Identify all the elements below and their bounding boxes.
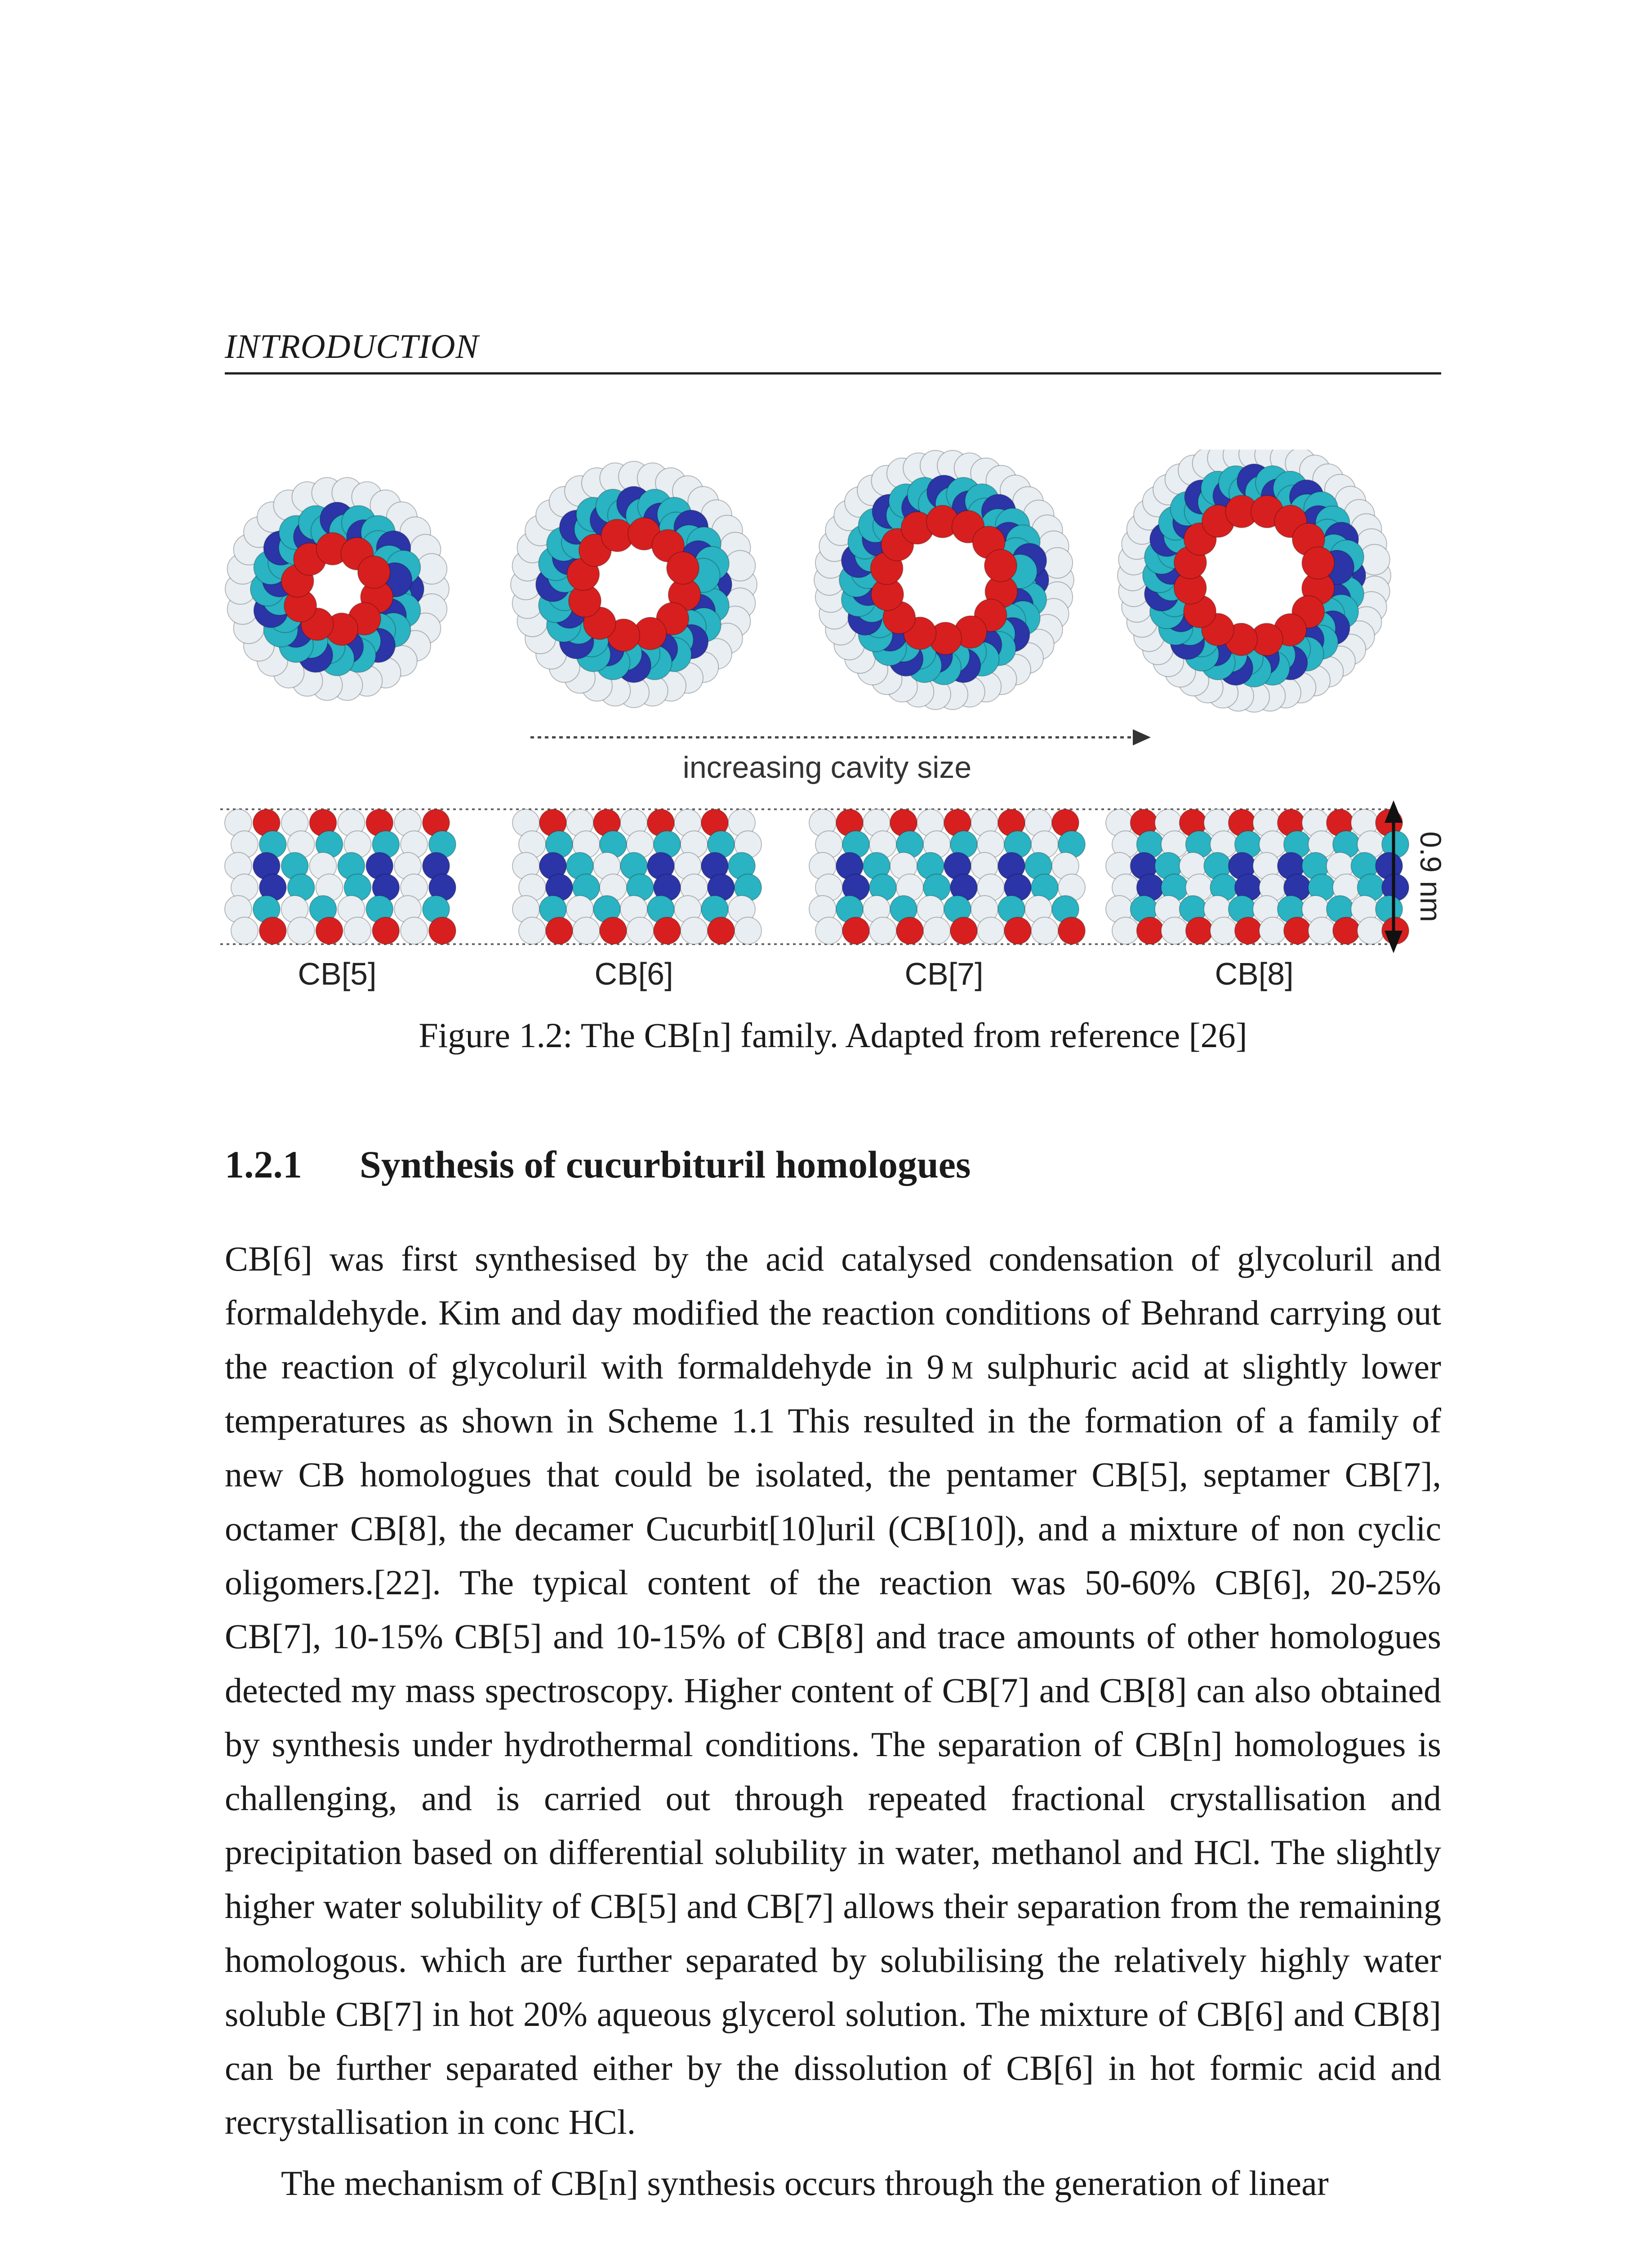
section-number: 1.2.1: [225, 1143, 302, 1186]
side-atom: [316, 917, 343, 944]
ring-model-cb5: [225, 477, 449, 700]
side-atom: [681, 917, 708, 944]
side-atom: [1004, 917, 1031, 944]
side-atom: [1333, 917, 1360, 944]
ring-model-cb7: [814, 450, 1074, 710]
side-atom: [735, 917, 761, 944]
side-atom: [1137, 917, 1164, 944]
side-atom: [1031, 917, 1058, 944]
side-atom: [842, 917, 869, 944]
side-atom: [259, 917, 286, 944]
side-atom: [519, 917, 546, 944]
scale-label: 0.9 nm: [1414, 831, 1447, 922]
molar-unit: m: [951, 1347, 973, 1386]
side-atom: [1284, 917, 1311, 944]
side-atom: [1112, 917, 1139, 944]
oxygen-atom: [984, 549, 1017, 582]
side-model-cb7: [809, 809, 1085, 944]
label-cb5: CB[5]: [298, 956, 377, 991]
side-atom: [573, 917, 600, 944]
side-model-cb5: [225, 809, 456, 944]
side-atom: [1259, 917, 1286, 944]
section-title: Synthesis of cucurbituril homologues: [360, 1143, 971, 1186]
side-model-cb8: [1106, 809, 1409, 944]
side-atom: [600, 917, 627, 944]
oxygen-atom: [1302, 547, 1334, 579]
side-atom: [288, 917, 315, 944]
side-atom: [815, 917, 842, 944]
label-cb7: CB[7]: [904, 956, 984, 991]
side-atom: [869, 917, 896, 944]
side-atom: [401, 917, 427, 944]
side-atom: [1161, 917, 1188, 944]
oxygen-atom: [667, 552, 699, 584]
side-atom: [231, 917, 258, 944]
side-atom: [977, 917, 1004, 944]
side-atom: [708, 917, 735, 944]
paragraph: The mechanism of CB[n] synthesis occurs through the generation of linear: [281, 2163, 1329, 2203]
side-atom: [950, 917, 977, 944]
side-atom: [1357, 917, 1384, 944]
side-atom: [429, 917, 456, 944]
label-cb6: CB[6]: [594, 956, 673, 991]
side-model-cb6: [512, 809, 761, 944]
ring-model-cb6: [511, 461, 757, 708]
oxygen-atom: [358, 556, 390, 589]
paragraph-text: sulphuric acid at slightly lower temperatures as shown in Scheme 1.1 This resulted in the formation of a family of new CB homologues that could be isolated, the pentamer CB[5], septamer CB[7], octamer CB[8], the decamer Cucurbit[10]uril (CB[10]), and a mixture of non cyclic oligomers.[22]. The typical content of the reaction was 50-60% CB[6], 20-25% CB[7], 10-15% CB[5] and 10-15% of CB[8] and trace amounts of other homologues detected my mass spectroscopy. Higher content of CB[7] and CB[8] can also obtained by synthesis under hydrothermal conditions. The separation of CB[n] homologues is challenging, and is carried out through repeated fractional crystallisation and precipitation based on differential solubility in water, methanol and HCl. The slightly higher water solubility of CB[5] and CB[7] allows their separation from the remaining homologous. which are further separated by solubilising the relatively highly water soluble CB[7] in hot 20% aqueous glycerol solution. The mixture of CB[6] and CB[8] can be further separated either by the dissolution of CB[6] in hot formic acid and recrystallisation in conc HCl.: [225, 1347, 1441, 2141]
side-atom: [654, 917, 681, 944]
header-rule: [225, 372, 1441, 375]
figure-caption: Figure 1.2: The CB[n] family. Adapted from reference [26]: [419, 1016, 1247, 1055]
side-atom: [1308, 917, 1335, 944]
side-atom: [1235, 917, 1262, 944]
paragraph-text: CB[6] was first synthesised by the acid catalysed condensation of glycoluril and formaldehyde. Kim and day modified the reaction conditions of Behrand carrying out the reaction of glycoluril with formaldehyde in 9: [225, 1239, 1441, 1386]
side-atom: [1186, 917, 1213, 944]
section-heading: [225, 1142, 1441, 1187]
paragraph: [225, 1232, 1441, 2149]
body-text: [225, 1232, 1441, 2210]
running-header: INTRODUCTION: [225, 328, 479, 366]
figure-graphic: [216, 450, 1456, 1012]
side-atom: [923, 917, 950, 944]
label-cb8: CB[8]: [1215, 956, 1294, 991]
side-atom: [1058, 917, 1085, 944]
cavity-arrow-head: [1133, 729, 1151, 745]
side-atom: [627, 917, 654, 944]
side-atom: [344, 917, 371, 944]
ring-model-cb8: [1118, 450, 1391, 712]
side-atom: [546, 917, 573, 944]
side-atom: [372, 917, 399, 944]
arrow-label: increasing cavity size: [682, 750, 972, 785]
side-atom: [1210, 917, 1237, 944]
figure-cbn-family: [216, 450, 1456, 1012]
side-atom: [896, 917, 923, 944]
